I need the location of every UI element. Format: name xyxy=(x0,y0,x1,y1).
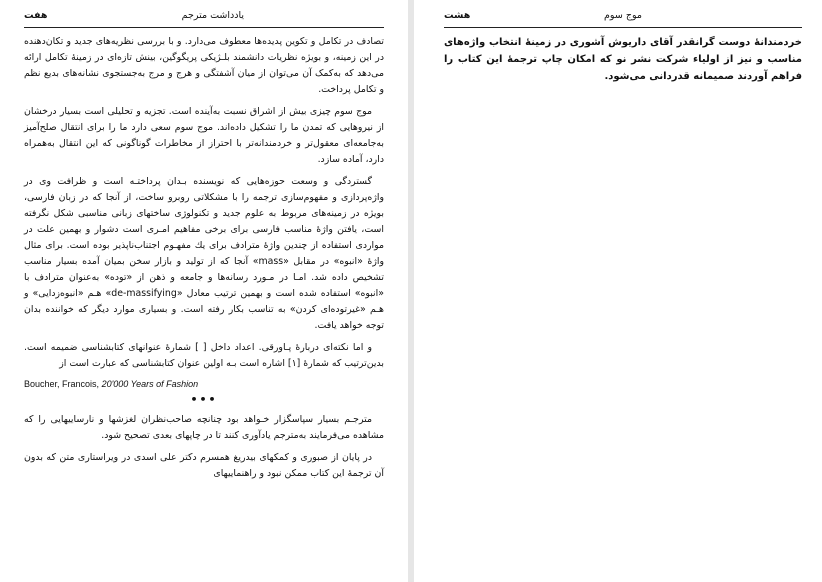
paragraph: و اما نکته‌ای دربارهٔ پـاورقی. اعداد داخل [ ] شمارهٔ عنوانهای کتابشناسی ضمیمه است. بدین‌ترتیب که شمارهٔ [۱] اشاره است بـه اولین عنوان کتابشناسی که عبارت است از xyxy=(24,342,384,369)
right-header-rule xyxy=(444,27,802,28)
right-page-header xyxy=(444,10,802,24)
left-page-number: هفت xyxy=(24,10,48,21)
right-running-title: موج سوم xyxy=(604,10,642,21)
left-page xyxy=(0,0,409,582)
right-page-body xyxy=(444,34,802,91)
biblio-author: Boucher, Francois, xyxy=(24,379,100,389)
paragraph: خردمندانهٔ دوست گرانقدر آقای داریوش آشوری در زمینهٔ انتخاب واژه‌های مناسب و نیز از اولیاء شرکت نشر نو که امکان چاپ ترجمهٔ این کتاب را فراهم آوردند صمیمانه قدردانی می‌شود. xyxy=(444,37,802,82)
left-running-title: یادداشت مترجم xyxy=(181,10,244,21)
paragraph: در پایان از صبوری و کمکهای بیدریغ همسرم دکتر علی اسدی در ویراستاری متن که بدون آن ترجمهٔ این کتاب ممکن نبود و راهنماییهای xyxy=(24,452,384,479)
right-page xyxy=(414,0,822,582)
section-separator: ••• xyxy=(190,393,218,406)
right-page-number: هشت xyxy=(444,10,471,21)
paragraph: تصادف در تکامل و تکوین پدیده‌ها معطوف می‌دارد. و با بررسی نظریه‌های جدید و تکان‌دهنده در این زمینه، و بویژه نظریات دانشمند بلـژیکی پریگوگین، بینش تازه‌ای در زمینهٔ تکامل ارائه می‌دهد که به‌کمک آن می‌توان از میان آشفتگی و هرج و مرج به‌جستجوی نشانه‌های بدیع نظم و تکامل پرداخت. xyxy=(24,36,384,95)
bibliography-reference xyxy=(24,378,384,390)
paragraph: گستردگی و وسعت حوزه‌هایی که نویسنده بـدان پرداختـه است و ظرافت وی در واژه‌پردازی و مفهوم‌سازی ترجمه را با مشکلاتی روبرو ساخت، از آنجا که در زبان فارسی، بویژه در زمینه‌های مربوط به علوم جدید و تکنولوژی ساختهای زبانی مناسبی شکل نگرفته است، یافتن واژهٔ مناسب فارسی برای برخی مفاهیم امـری است دشوار و بهمین علت در مواردی استفاده از چندین واژهٔ مترادف برای یك مفهـوم اجتناب‌ناپذیر بوده است. برای مثال واژهٔ «انبوه» در مقابل «mass» آنجا که از تولید و بازار سخن بمیان آمده بسیار مناسب تشخیص داده شد. امـا در مـورد رسانه‌ها و جامعه و ذهن از «توده» به‌عنوان مترادف با «انبوه» استفاده شده است و بهمین ترتیب معادل «de-massifying» هـم «انبوه‌زدایی» و هـم «غیرتوده‌ای کردن» به تناسب بکار رفته است. و بسیاری موارد دیگر که خواننده بدان توجه خواهد یافت. xyxy=(24,176,384,331)
left-page-body xyxy=(24,34,384,488)
left-header-rule xyxy=(24,27,384,28)
paragraph: موج سوم چیزی بیش از اشراق نسبت به‌آینده است. تجزیه و تحلیلی است بسیار درخشان از نیروهایی که تمدن ما را تشکیل داده‌اند. موج سوم سعی دارد ما را برای انتقال صلح‌آمیز به‌جامعه‌ای معقول‌تر و خردمندانه‌تر با احتراز از مخاطرات گوناگونی که این انتقال به‌همراه دارد، آماده سازد. xyxy=(24,106,384,165)
left-page-header xyxy=(24,10,384,24)
paragraph: مترجـم بسیار سپاسگزار خـواهد بود چنانچه صاحب‌نظران لغزشها و نارساییهایی را که مشاهده می‌فرمایند به‌مترجم یادآوری کنند تا در چاپهای بعدی تصحیح شود. xyxy=(24,414,384,441)
biblio-title: 20'000 Years of Fashion xyxy=(101,379,199,389)
